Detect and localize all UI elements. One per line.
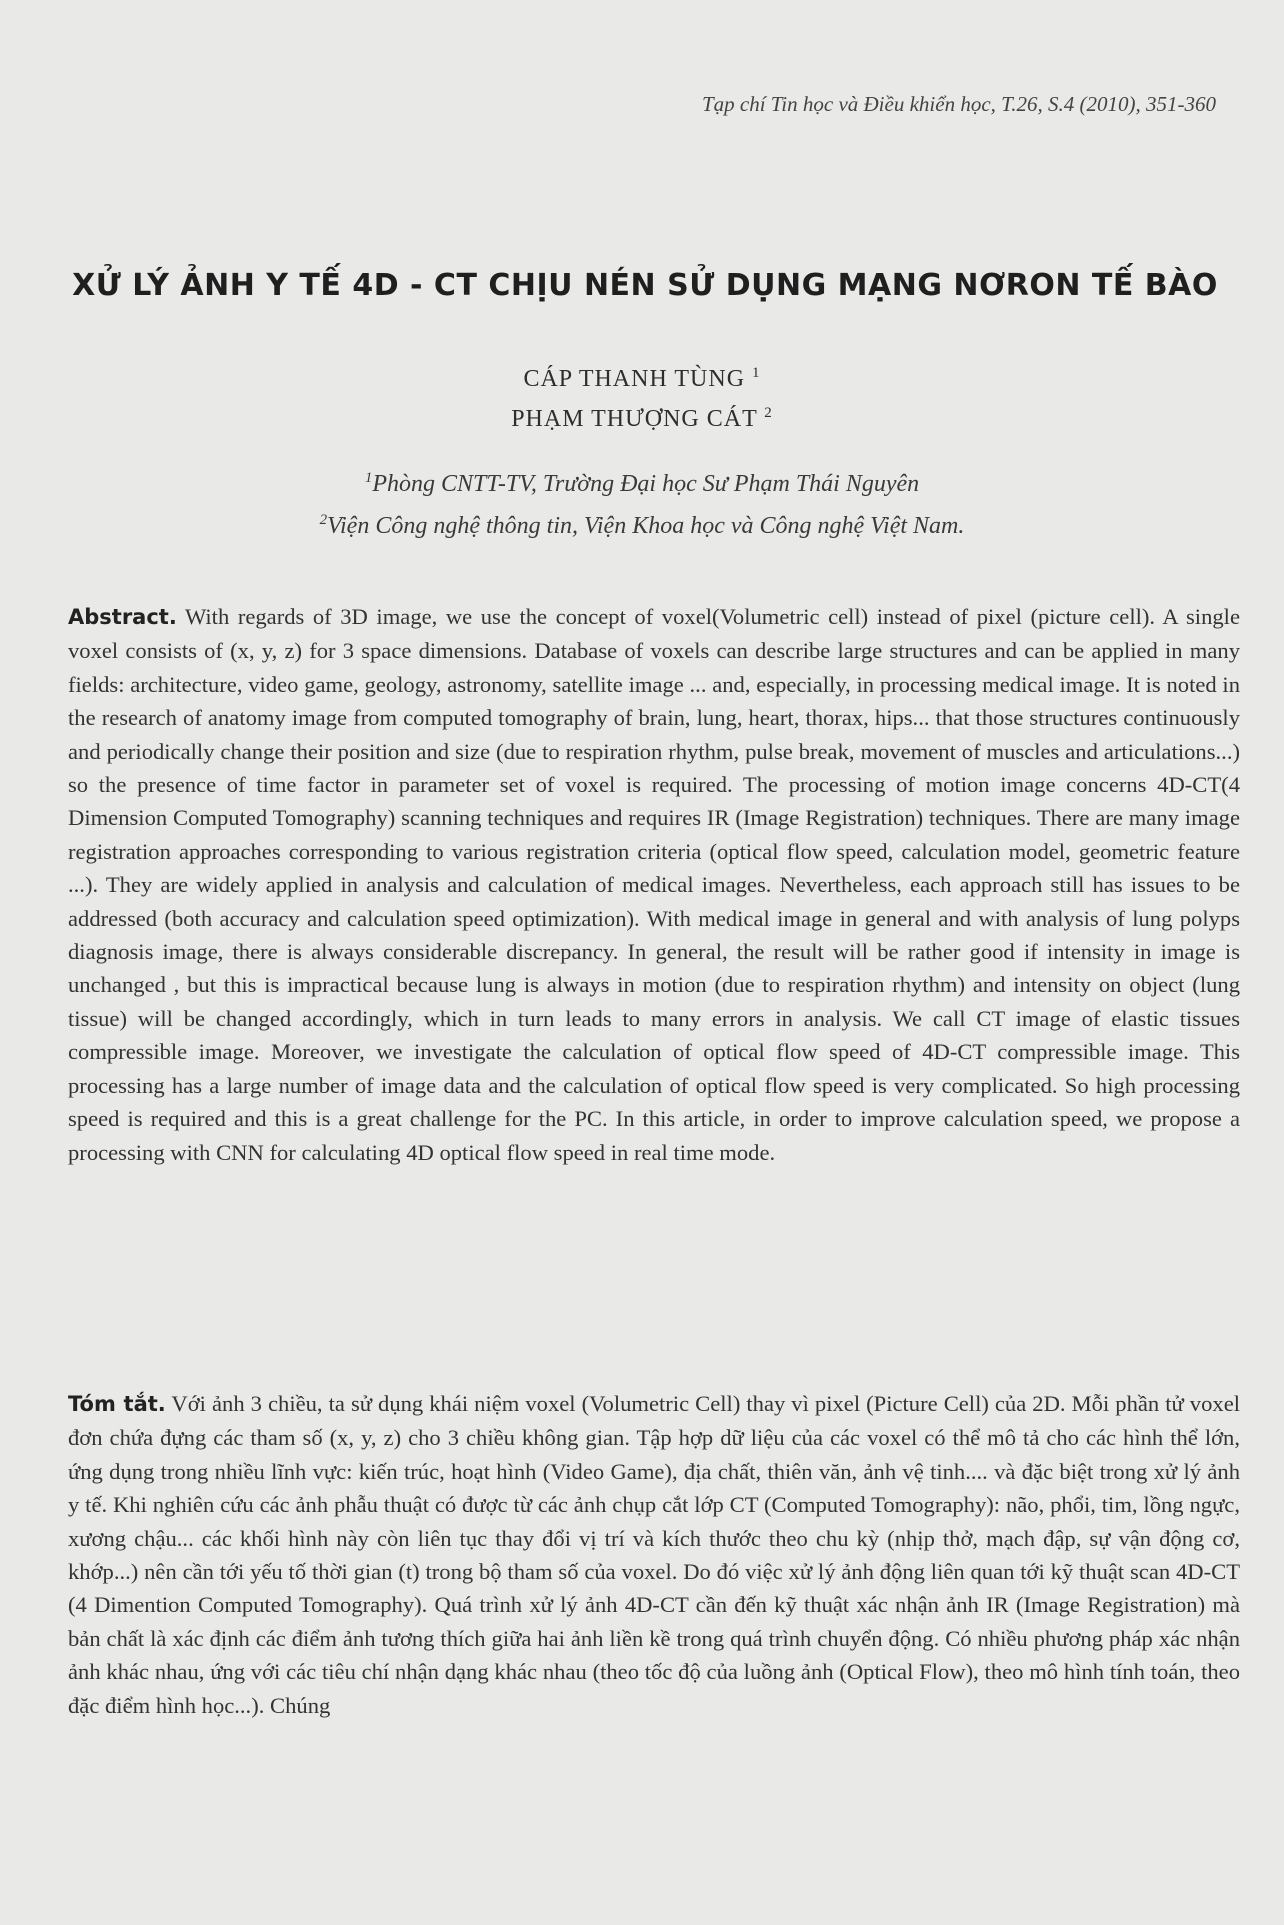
author-1 [0, 356, 1284, 396]
tomtat-text: Với ảnh 3 chiều, ta sử dụng khái niệm voxel (Volumetric Cell) thay vì pixel (Picture Cell) của 2D. Mỗi phần tử voxel đơn chứa đựng các tham số (x, y, z) cho 3 chiều không gian. Tập hợp dữ liệu của các voxel có thể mô tả cho các hình thể lớn, ứng dụng trong nhiều lĩnh vực: kiến trúc, hoạt hình (Video Game), địa chất, thiên văn, ảnh vệ tinh.... và đặc biệt trong xử lý ảnh y tế. Khi nghiên cứu các ảnh phẫu thuật có được từ các ảnh chụp cắt lớp CT (Computed Tomography): não, phổi, tim, lồng ngực, xương chậu... các khối hình này còn liên tục thay đổi vị trí và kích thước theo chu kỳ (nhịp thở, mạch đập, sự vận động cơ, khớp...) nên cần tới yếu tố thời gian (t) trong bộ tham số của voxel. Do đó việc xử lý ảnh động liên quan tới kỹ thuật scan 4D-CT (4 Dimention Computed Tomography). Quá trình xử lý ảnh 4D-CT cần đến kỹ thuật xác nhận ảnh IR (Image Registration) mà bản chất là xác định các điểm ảnh tương thích giữa hai ảnh liền kề trong quá trình chuyển động. Có nhiều phương pháp xác nhận ảnh khác nhau, ứng với các tiêu chí nhận dạng khác nhau (theo tốc độ của luồng ảnh (Optical Flow), theo mô hình tính toán, theo đặc điểm hình học...). Chúng [68, 1391, 1240, 1718]
abstract-section [68, 600, 1240, 1169]
tomtat-section [68, 1387, 1240, 1722]
author-list [0, 356, 1284, 436]
affiliation-text: Viện Công nghệ thông tin, Viện Khoa học và Công nghệ Việt Nam. [327, 513, 965, 539]
journal-citation: Tạp chí Tin học và Điều khiển học, T.26, S.4 (2010), 351-360 [701, 92, 1216, 116]
paper-title: XỬ LÝ ẢNH Y TẾ 4D - CT CHỊU NÉN SỬ DỤNG MẠNG NƠRON TẾ BÀO [72, 268, 1218, 303]
affiliation-text: Phòng CNTT-TV, Trường Đại học Sư Phạm Thái Nguyên [372, 471, 920, 497]
abstract-text: With regards of 3D image, we use the concept of voxel(Volumetric cell) instead of pixel (picture cell). A single voxel consists of (x, y, z) for 3 space dimensions. Database of voxels can describe large structures and can be applied in many fields: architecture, video game, geology, astronomy, satellite image ... and, especially, in processing medical image. It is noted in the research of anatomy image from computed tomography of brain, lung, heart, thorax, hips... that those structures continuously and periodically change their position and size (due to respiration rhythm, pulse break, movement of muscles and articulations...) so the presence of time factor in parameter set of voxel is required. The processing of motion image concerns 4D-CT(4 Dimension Computed Tomography) scanning techniques and requires IR (Image Registration) techniques. There are many image registration approaches corresponding to various registration criteria (optical flow speed, calculation model, geometric feature ...). They are widely applied in analysis and calculation of medical images. Nevertheless, each approach still has issues to be addressed (both accuracy and calculation speed optimization). With medical image in general and with analysis of lung polyps diagnosis image, there is always considerable discrepancy. In general, the result will be rather good if intensity in image is unchanged , but this is impractical because lung is always in motion (due to respiration rhythm) and intensity on object (lung tissue) will be changed accordingly, which in turn leads to many errors in analysis. We call CT image of elastic tissues compressible image. Moreover, we investigate the calculation of optical flow speed of 4D-CT compressible image. This processing has a large number of image data and the calculation of optical flow speed is very complicated. So high processing speed is required and this is a great challenge for the PC. In this article, in order to improve calculation speed, we propose a processing with CNN for calculating 4D optical flow speed in real time mode. [68, 604, 1240, 1165]
author-sup: 2 [764, 405, 773, 421]
author-sup: 1 [752, 365, 761, 381]
author-2 [0, 396, 1284, 436]
affiliation-sup: 1 [364, 470, 373, 486]
affiliation-1 [0, 460, 1284, 502]
affiliation-sup: 2 [319, 512, 328, 528]
author-name: CÁP THANH TÙNG [523, 366, 746, 392]
abstract-label: Abstract. [68, 605, 177, 629]
author-name: PHẠM THƯỢNG CÁT [511, 406, 758, 432]
tomtat-label: Tóm tắt. [68, 1392, 166, 1416]
affiliations [0, 460, 1284, 544]
affiliation-2 [0, 502, 1284, 544]
